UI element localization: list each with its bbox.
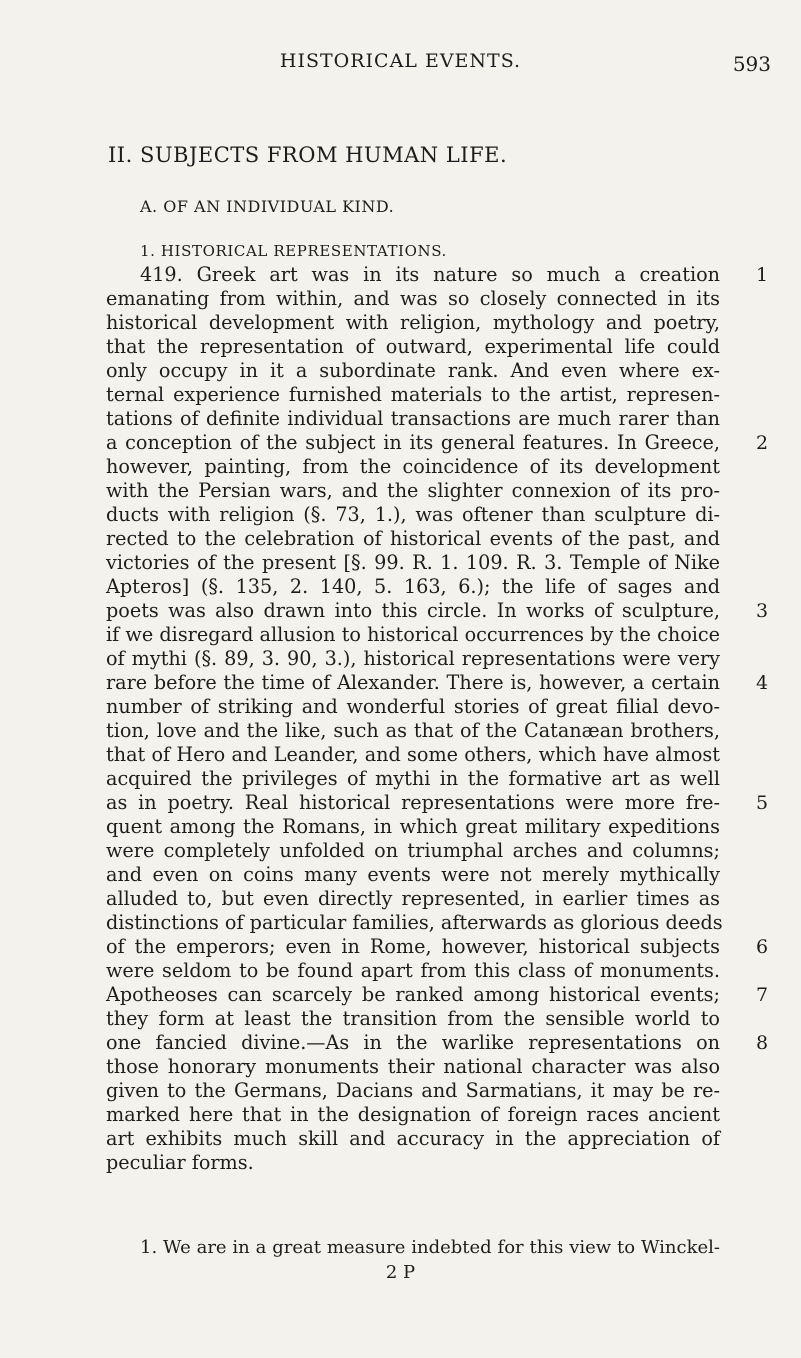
subsubsection-heading: 1. HISTORICAL REPRESENTATIONS. xyxy=(140,242,447,260)
subsection-heading: A. OF AN INDIVIDUAL KIND. xyxy=(140,197,395,216)
text-line: ducts with religion (§. 73, 1.), was oftener than sculpture di- xyxy=(106,503,720,526)
text-line: however, painting, from the coincidence of its development xyxy=(106,455,720,478)
text-line: one fancied divine.—As in the warlike representations on xyxy=(106,1031,720,1054)
text-line: only occupy in it a subordinate rank. And even where ex- xyxy=(106,359,720,382)
text-line: if we disregard allusion to historical occurrences by the choice xyxy=(106,623,720,646)
footnote: 1. We are in a great measure indebted for this view to Winckel- xyxy=(140,1237,720,1258)
text-line: number of striking and wonderful stories of great filial devo- xyxy=(106,695,720,718)
running-title: HISTORICAL EVENTS. xyxy=(279,50,522,72)
text-line: art exhibits much skill and accuracy in the appreciation of xyxy=(106,1127,720,1150)
margin-number: 4 xyxy=(756,672,769,694)
text-line: historical development with religion, mythology and poetry, xyxy=(106,311,720,334)
margin-number: 2 xyxy=(756,432,769,454)
margin-number: 6 xyxy=(756,936,769,958)
text-line: rected to the celebration of historical events of the past, and xyxy=(106,527,720,550)
margin-number: 3 xyxy=(756,600,769,622)
text-line: tations of definite individual transactions are much rarer than xyxy=(106,407,720,430)
text-line: peculiar forms. xyxy=(106,1151,254,1174)
text-line: as in poetry. Real historical representations were more fre- xyxy=(106,791,720,814)
text-line: and even on coins many events were not merely mythically xyxy=(106,863,720,886)
text-line: rare before the time of Alexander. There is, however, a certain xyxy=(106,671,720,694)
text-line: Apotheoses can scarcely be ranked among historical events; xyxy=(106,983,720,1006)
text-line: were seldom to be found apart from this class of monuments. xyxy=(106,959,720,982)
text-line: marked here that in the designation of foreign races ancient xyxy=(106,1103,720,1126)
text-line: acquired the privileges of mythi in the formative art as well xyxy=(106,767,720,790)
text-line: a conception of the subject in its general features. In Greece, xyxy=(106,431,720,454)
text-line: alluded to, but even directly represented, in earlier times as xyxy=(106,887,720,910)
text-line: emanating from within, and was so closely connected in its xyxy=(106,287,720,310)
margin-number: 7 xyxy=(756,984,769,1006)
text-line: tion, love and the like, such as that of the Catanæan brothers, xyxy=(106,719,720,742)
text-line: of the emperors; even in Rome, however, historical subjects xyxy=(106,935,720,958)
text-line: that the representation of outward, experimental life could xyxy=(106,335,720,358)
text-line: that of Hero and Leander, and some others, which have almost xyxy=(106,743,720,766)
margin-number: 5 xyxy=(756,792,769,814)
page-number: 593 xyxy=(732,52,771,76)
text-line: they form at least the transition from the sensible world to xyxy=(106,1007,720,1030)
text-line: distinctions of particular families, afterwards as glorious deeds xyxy=(106,911,723,934)
text-line: victories of the present [§. 99. R. 1. 109. R. 3. Temple of Nike xyxy=(106,551,720,574)
text-line: poets was also drawn into this circle. In works of sculpture, xyxy=(106,599,720,622)
text-line: with the Persian wars, and the slighter connexion of its pro- xyxy=(106,479,720,502)
text-line: ternal experience furnished materials to the artist, represen- xyxy=(106,383,720,406)
margin-number: 1 xyxy=(756,264,769,286)
text-line: 419. Greek art was in its nature so much a creation xyxy=(140,263,720,286)
text-line: quent among the Romans, in which great military expeditions xyxy=(106,815,720,838)
text-line: those honorary monuments their national character was also xyxy=(106,1055,720,1078)
margin-number: 8 xyxy=(756,1032,769,1054)
text-line: were completely unfolded on triumphal arches and columns; xyxy=(106,839,720,862)
text-line: given to the Germans, Dacians and Sarmatians, it may be re- xyxy=(106,1079,720,1102)
text-line: of mythi (§. 89, 3. 90, 3.), historical representations were very xyxy=(106,647,720,670)
text-line: Apteros] (§. 135, 2. 140, 5. 163, 6.); the life of sages and xyxy=(106,575,720,598)
printer-signature: 2 P xyxy=(385,1262,416,1283)
section-heading: II. SUBJECTS FROM HUMAN LIFE. xyxy=(108,143,508,167)
